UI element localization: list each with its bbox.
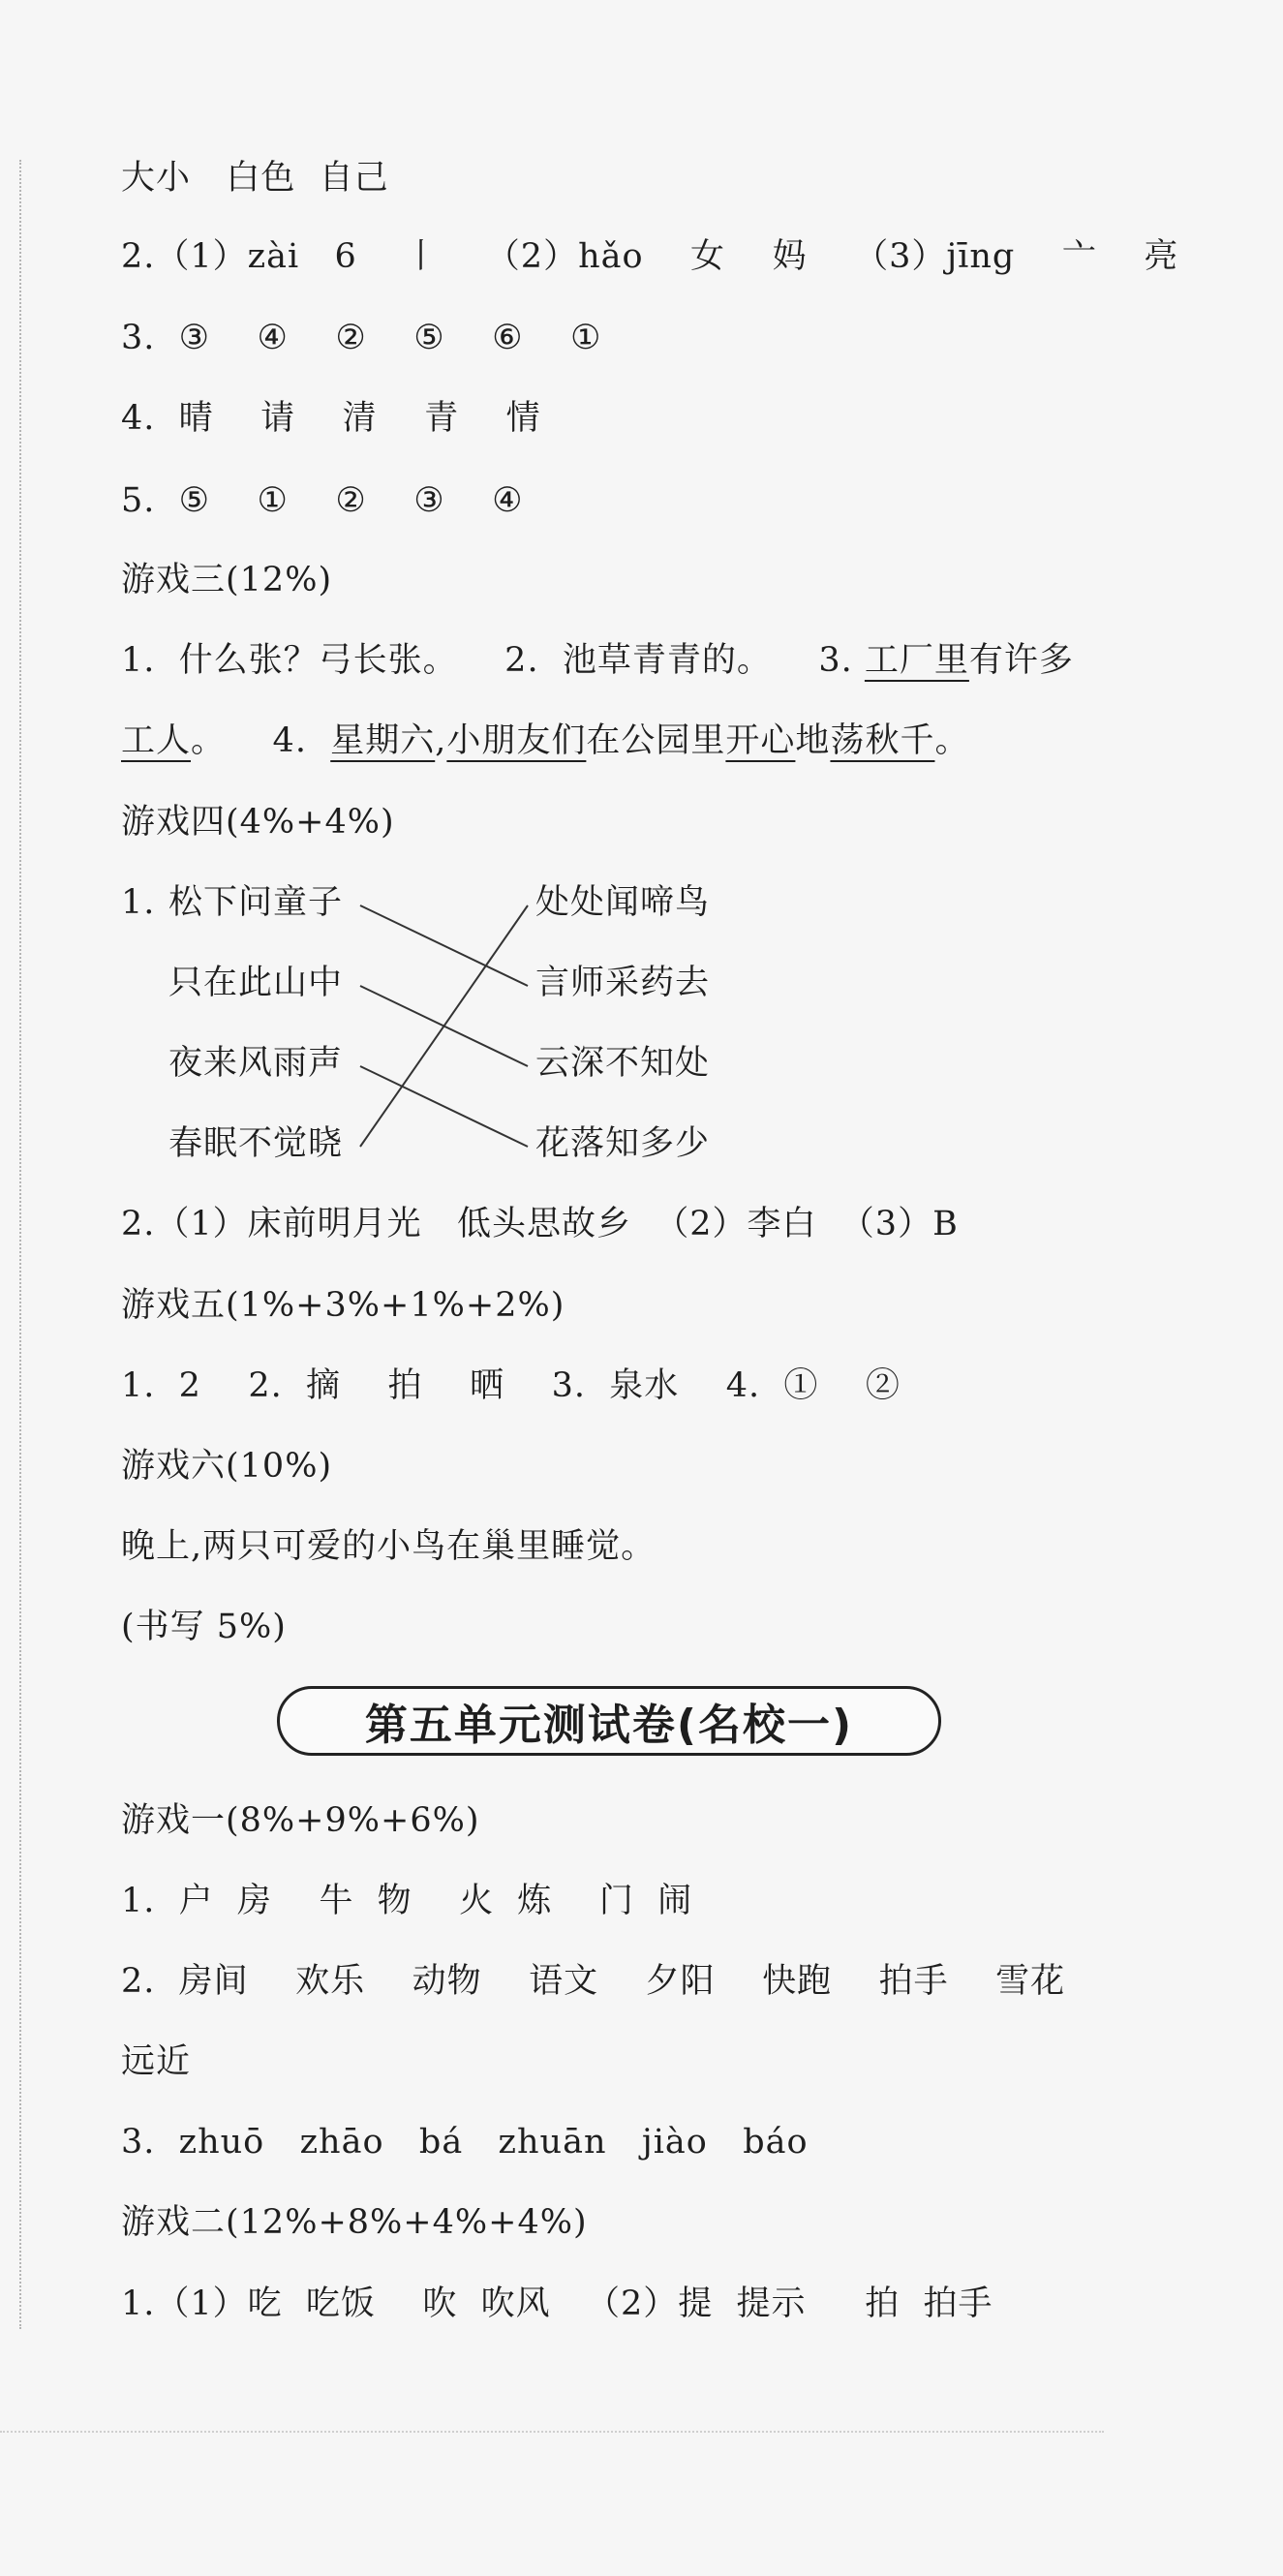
game3-q4-text: 在公园里: [586, 721, 726, 760]
underlined-phrase: 工厂里: [864, 641, 969, 680]
text-line: 3. ③ ④ ② ⑤ ⑥ ①: [121, 319, 602, 357]
text-line: (书写 5%): [121, 1608, 287, 1646]
matching-left-item: 只在此山中: [168, 964, 344, 1002]
section-heading: 游戏六(10%): [121, 1447, 333, 1486]
section-title-box: [277, 1686, 941, 1756]
underlined-phrase: 开心: [725, 721, 796, 760]
game3-q1: 1. 什么张？弓长张。: [121, 641, 458, 680]
game3-q4-number: 4.: [272, 721, 307, 760]
text-line: 1. 2 2. 摘 拍 晒 3. 泉水 4. ① ②: [121, 1366, 901, 1405]
punctuation: 。: [191, 721, 227, 760]
matching-right-item: 云深不知处: [535, 1044, 711, 1083]
matching-right-item: 言师采药去: [535, 964, 711, 1002]
section-title: 第五单元测试卷(名校一): [364, 1701, 854, 1750]
game3-q3-text: 有许多: [968, 641, 1074, 680]
match-line: [360, 905, 528, 986]
text-line: 2.（1）zài 6 丨 （2）hǎo 女 妈 （3）jīng 亠 亮: [121, 237, 1179, 276]
text-line: 4. 晴 请 清 青 情: [121, 399, 541, 438]
section-heading: 游戏五(1%+3%+1%+2%): [121, 1286, 565, 1325]
section-heading: 游戏一(8%+9%+6%): [121, 1801, 480, 1840]
section-heading: 游戏二(12%+8%+4%+4%): [121, 2203, 588, 2242]
match-line: [360, 1066, 528, 1147]
section-heading: 游戏四(4%+4%): [121, 803, 395, 842]
text-line: 5. ⑤ ① ② ③ ④: [121, 481, 524, 520]
match-line: [360, 905, 528, 1147]
matching-left-item: 松下问童子: [168, 883, 344, 922]
matching-right-item: 花落知多少: [535, 1124, 711, 1163]
game3-q3-number: 3.: [818, 641, 853, 680]
text-line: 3. zhuō zhāo bá zhuān jiào báo: [121, 2123, 809, 2162]
text-line: 1. 户 房 牛 物 火 炼 门 闹: [121, 1882, 693, 1920]
game3-q4-text: 地: [795, 721, 831, 760]
section-heading: 游戏三(12%): [121, 561, 333, 599]
text-line: 大小 白色 自己: [121, 159, 389, 198]
underlined-phrase: 工人: [121, 721, 192, 760]
game3-q2: 2. 池草青青的。: [504, 641, 772, 680]
matching-right-item: 处处闻啼鸟: [535, 883, 711, 922]
text-line: 1.（1）吃 吃饭 吹 吹风 （2）提 提示 拍 拍手: [121, 2285, 993, 2323]
text-line: 2. 房间 欢乐 动物 语文 夕阳 快跑 拍手 雪花: [121, 1962, 1066, 2001]
underlined-phrase: 荡秋千: [830, 721, 935, 760]
punctuation: 。: [934, 721, 970, 760]
matching-left-item: 春眠不觉晓: [168, 1124, 344, 1163]
text-line: 2.（1）床前明月光 低头思故乡 （2）李白 （3）B: [121, 1205, 959, 1243]
underlined-phrase: 星期六: [330, 721, 436, 760]
matching-number: 1.: [121, 883, 156, 922]
matching-left-item: 夜来风雨声: [168, 1044, 344, 1083]
punctuation: ,: [435, 721, 447, 760]
text-line: 远近: [121, 2042, 192, 2081]
text-line: 晚上,两只可爱的小鸟在巢里睡觉。: [121, 1527, 657, 1566]
underlined-phrase: 小朋友们: [446, 721, 587, 760]
